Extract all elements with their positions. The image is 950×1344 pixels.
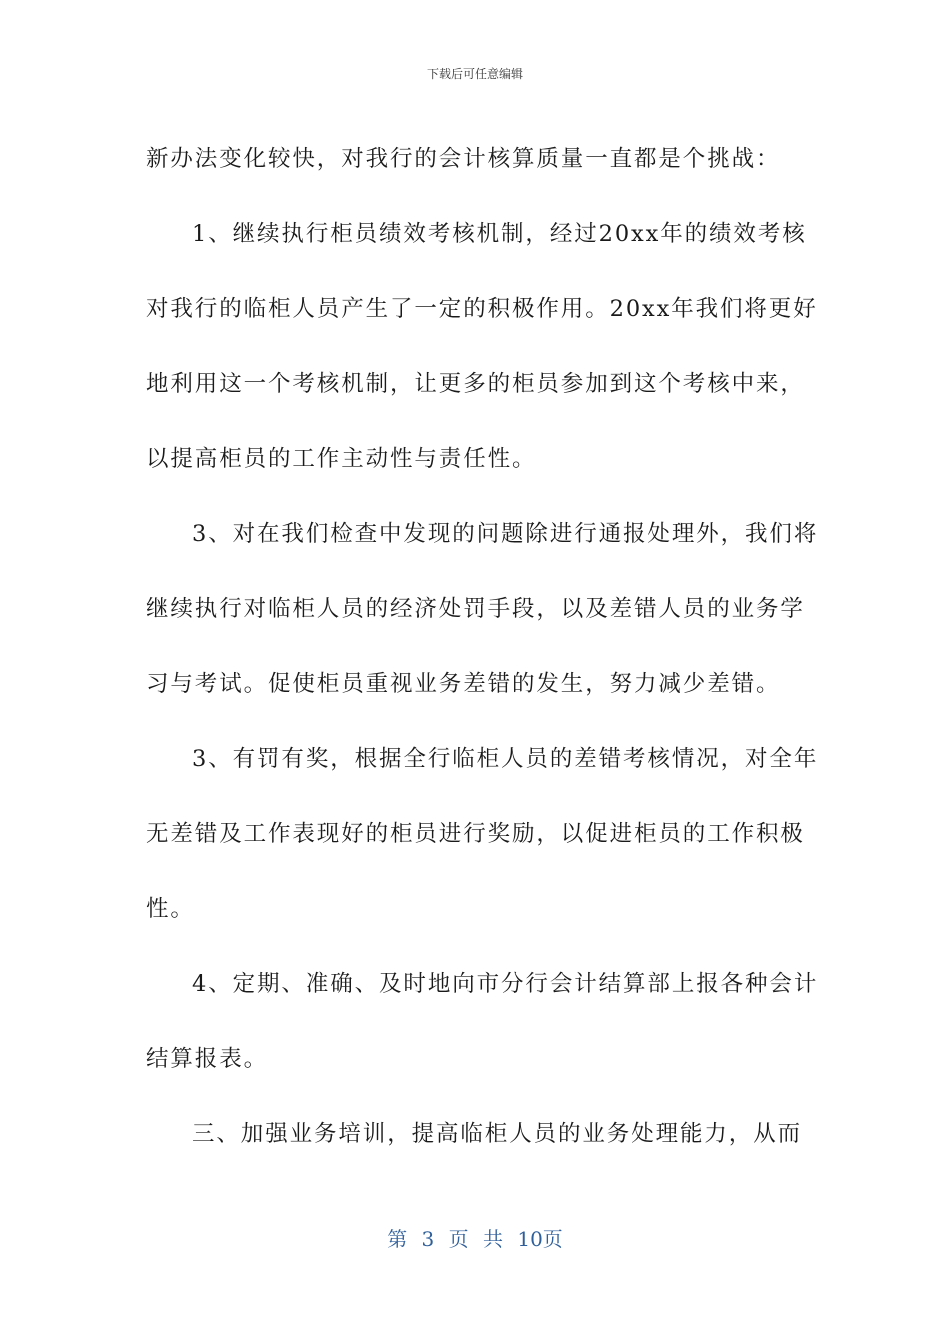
paragraph-line: 性。 [146, 896, 195, 922]
page-number-footer: 第 3 页 共 10页 [387, 1227, 563, 1251]
paragraph-line: 4、定期、准确、及时地向市分行会计结算部上报各种会计 [192, 971, 819, 997]
paragraph-line: 习与考试。促使柜员重视业务差错的发生，努力减少差错。 [146, 671, 781, 697]
paragraph-line: 新办法变化较快，对我行的会计核算质量一直都是个挑战： [146, 146, 781, 172]
paragraph-line: 3、有罚有奖，根据全行临柜人员的差错考核情况，对全年 [192, 746, 819, 772]
document-body [146, 122, 819, 1172]
page-header: 下载后可任意编辑 [426, 67, 523, 81]
paragraph-line: 对我行的临柜人员产生了一定的积极作用。20xx年我们将更好 [146, 296, 818, 322]
paragraph-line: 三、加强业务培训，提高临柜人员的业务处理能力，从而 [192, 1121, 803, 1147]
paragraph-line: 地利用这一个考核机制，让更多的柜员参加到这个考核中来， [146, 371, 805, 397]
paragraph-line: 继续执行对临柜人员的经济处罚手段，以及差错人员的业务学 [146, 596, 805, 622]
paragraph-line: 3、对在我们检查中发现的问题除进行通报处理外，我们将 [192, 521, 819, 547]
paragraph-line: 1、继续执行柜员绩效考核机制，经过20xx年的绩效考核 [192, 221, 807, 247]
paragraph-line: 无差错及工作表现好的柜员进行奖励，以促进柜员的工作积极 [146, 821, 805, 847]
paragraph-line: 结算报表。 [146, 1046, 269, 1072]
paragraph-line: 以提高柜员的工作主动性与责任性。 [146, 446, 537, 472]
